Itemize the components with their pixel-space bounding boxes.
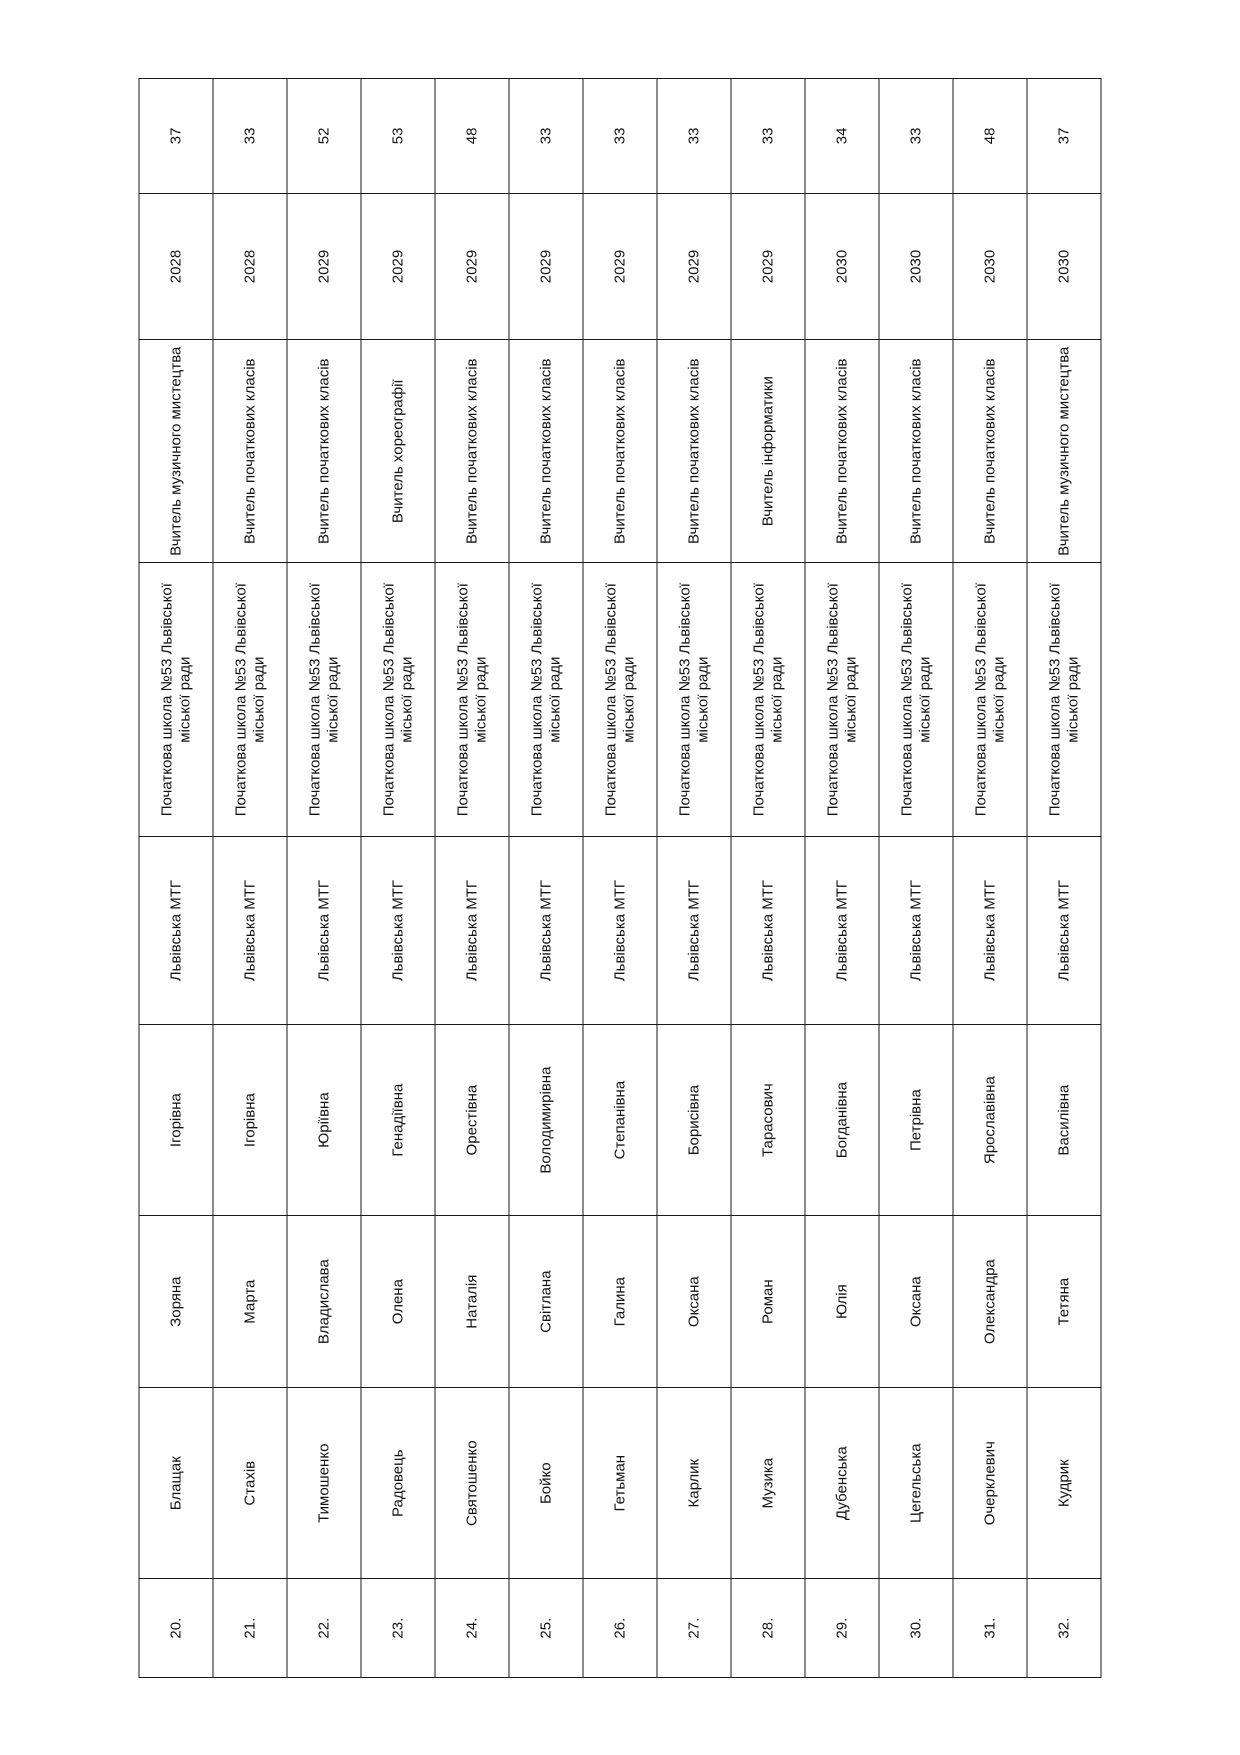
cell-num: 29. xyxy=(805,1578,879,1677)
cell-last-name: Очерклевич xyxy=(953,1387,1027,1578)
cell-year: 2029 xyxy=(435,193,509,340)
cell-school: Початкова школа №53 Львівської міської ради xyxy=(731,562,805,836)
cell-patronymic: Юріївна xyxy=(287,1024,361,1215)
cell-patronymic: Петрівна xyxy=(879,1024,953,1215)
cell-school: Початкова школа №53 Львівської міської ради xyxy=(139,562,213,836)
cell-hromada: Львівська МТГ xyxy=(213,836,287,1024)
cell-num: 31. xyxy=(953,1578,1027,1677)
cell-position: Вчитель початкових класів xyxy=(657,339,731,562)
cell-school: Початкова школа №53 Львівської міської ради xyxy=(1027,562,1101,836)
cell-year: 2029 xyxy=(657,193,731,340)
cell-num: 28. xyxy=(731,1578,805,1677)
cell-school: Початкова школа №53 Львівської міської ради xyxy=(287,562,361,836)
cell-hours: 33 xyxy=(731,78,805,193)
cell-first-name: Юлія xyxy=(805,1215,879,1387)
cell-hours: 53 xyxy=(361,78,435,193)
cell-school: Початкова школа №53 Львівської міської ради xyxy=(879,562,953,836)
cell-last-name: Кудрик xyxy=(1027,1387,1101,1578)
cell-first-name: Оксана xyxy=(657,1215,731,1387)
cell-position: Вчитель початкових класів xyxy=(287,339,361,562)
cell-hromada: Львівська МТГ xyxy=(435,836,509,1024)
cell-year: 2029 xyxy=(361,193,435,340)
cell-year: 2030 xyxy=(953,193,1027,340)
table-row xyxy=(657,78,731,1677)
cell-year: 2029 xyxy=(583,193,657,340)
cell-hours: 37 xyxy=(139,78,213,193)
cell-hours: 33 xyxy=(509,78,583,193)
cell-first-name: Тетяна xyxy=(1027,1215,1101,1387)
cell-position: Вчитель музичного мистецтва xyxy=(1027,339,1101,562)
cell-position: Вчитель початкових класів xyxy=(583,339,657,562)
cell-num: 24. xyxy=(435,1578,509,1677)
table-row xyxy=(361,78,435,1677)
cell-num: 30. xyxy=(879,1578,953,1677)
table-row xyxy=(583,78,657,1677)
table-row xyxy=(213,78,287,1677)
cell-year: 2029 xyxy=(731,193,805,340)
table-row xyxy=(731,78,805,1677)
cell-patronymic: Володимирівна xyxy=(509,1024,583,1215)
table-row xyxy=(139,78,213,1677)
cell-hours: 48 xyxy=(953,78,1027,193)
table-row xyxy=(805,78,879,1677)
cell-last-name: Цегельська xyxy=(879,1387,953,1578)
cell-last-name: Тимошенко xyxy=(287,1387,361,1578)
cell-hromada: Львівська МТГ xyxy=(805,836,879,1024)
cell-patronymic: Ігорівна xyxy=(139,1024,213,1215)
cell-position: Вчитель хореографії xyxy=(361,339,435,562)
cell-year: 2028 xyxy=(139,193,213,340)
cell-hromada: Львівська МТГ xyxy=(953,836,1027,1024)
cell-first-name: Зоряна xyxy=(139,1215,213,1387)
cell-hromada: Львівська МТГ xyxy=(657,836,731,1024)
cell-num: 25. xyxy=(509,1578,583,1677)
cell-hromada: Львівська МТГ xyxy=(361,836,435,1024)
cell-position: Вчитель початкових класів xyxy=(213,339,287,562)
cell-position: Вчитель початкових класів xyxy=(435,339,509,562)
cell-hromada: Львівська МТГ xyxy=(879,836,953,1024)
cell-hours: 48 xyxy=(435,78,509,193)
table-row xyxy=(1027,78,1101,1677)
cell-last-name: Блащак xyxy=(139,1387,213,1578)
cell-hours: 33 xyxy=(213,78,287,193)
cell-patronymic: Ігорівна xyxy=(213,1024,287,1215)
cell-hromada: Львівська МТГ xyxy=(139,836,213,1024)
cell-hromada: Львівська МТГ xyxy=(731,836,805,1024)
cell-patronymic: Тарасович xyxy=(731,1024,805,1215)
cell-num: 32. xyxy=(1027,1578,1101,1677)
cell-school: Початкова школа №53 Львівської міської ради xyxy=(657,562,731,836)
cell-first-name: Світлана xyxy=(509,1215,583,1387)
cell-last-name: Музика xyxy=(731,1387,805,1578)
cell-position: Вчитель інформатики xyxy=(731,339,805,562)
table-body xyxy=(139,78,1101,1677)
cell-num: 27. xyxy=(657,1578,731,1677)
cell-first-name: Марта xyxy=(213,1215,287,1387)
cell-position: Вчитель початкових класів xyxy=(879,339,953,562)
cell-hours: 33 xyxy=(583,78,657,193)
cell-first-name: Роман xyxy=(731,1215,805,1387)
cell-school: Початкова школа №53 Львівської міської ради xyxy=(583,562,657,836)
cell-hromada: Львівська МТГ xyxy=(287,836,361,1024)
cell-last-name: Гетьман xyxy=(583,1387,657,1578)
cell-patronymic: Орестівна xyxy=(435,1024,509,1215)
table-row xyxy=(879,78,953,1677)
cell-num: 26. xyxy=(583,1578,657,1677)
cell-first-name: Галина xyxy=(583,1215,657,1387)
cell-patronymic: Ярославівна xyxy=(953,1024,1027,1215)
cell-patronymic: Генадіївна xyxy=(361,1024,435,1215)
cell-num: 20. xyxy=(139,1578,213,1677)
registry-table xyxy=(139,78,1102,1678)
cell-school: Початкова школа №53 Львівської міської ради xyxy=(509,562,583,836)
cell-school: Початкова школа №53 Львівської міської ради xyxy=(805,562,879,836)
cell-first-name: Наталія xyxy=(435,1215,509,1387)
cell-position: Вчитель початкових класів xyxy=(805,339,879,562)
cell-year: 2030 xyxy=(879,193,953,340)
cell-num: 22. xyxy=(287,1578,361,1677)
cell-hours: 37 xyxy=(1027,78,1101,193)
cell-school: Початкова школа №53 Львівської міської ради xyxy=(435,562,509,836)
cell-last-name: Дубенська xyxy=(805,1387,879,1578)
cell-first-name: Олена xyxy=(361,1215,435,1387)
rotated-table-wrapper xyxy=(139,78,1102,1678)
cell-hours: 33 xyxy=(879,78,953,193)
cell-year: 2030 xyxy=(1027,193,1101,340)
table-row xyxy=(287,78,361,1677)
cell-last-name: Святошенко xyxy=(435,1387,509,1578)
cell-last-name: Бойко xyxy=(509,1387,583,1578)
cell-first-name: Владислава xyxy=(287,1215,361,1387)
cell-year: 2028 xyxy=(213,193,287,340)
cell-first-name: Олександра xyxy=(953,1215,1027,1387)
cell-year: 2030 xyxy=(805,193,879,340)
cell-hours: 33 xyxy=(657,78,731,193)
cell-year: 2029 xyxy=(509,193,583,340)
cell-last-name: Радовець xyxy=(361,1387,435,1578)
cell-school: Початкова школа №53 Львівської міської ради xyxy=(361,562,435,836)
cell-patronymic: Борисівна xyxy=(657,1024,731,1215)
table-row xyxy=(509,78,583,1677)
cell-patronymic: Богданівна xyxy=(805,1024,879,1215)
cell-last-name: Стахів xyxy=(213,1387,287,1578)
cell-num: 21. xyxy=(213,1578,287,1677)
cell-patronymic: Степанівна xyxy=(583,1024,657,1215)
cell-hromada: Львівська МТГ xyxy=(1027,836,1101,1024)
cell-patronymic: Василівна xyxy=(1027,1024,1101,1215)
cell-school: Початкова школа №53 Львівської міської ради xyxy=(953,562,1027,836)
cell-position: Вчитель початкових класів xyxy=(953,339,1027,562)
cell-hours: 34 xyxy=(805,78,879,193)
cell-school: Початкова школа №53 Львівської міської ради xyxy=(213,562,287,836)
cell-position: Вчитель музичного мистецтва xyxy=(139,339,213,562)
cell-num: 23. xyxy=(361,1578,435,1677)
cell-hromada: Львівська МТГ xyxy=(509,836,583,1024)
cell-year: 2029 xyxy=(287,193,361,340)
cell-hours: 52 xyxy=(287,78,361,193)
cell-position: Вчитель початкових класів xyxy=(509,339,583,562)
cell-first-name: Оксана xyxy=(879,1215,953,1387)
cell-hromada: Львівська МТГ xyxy=(583,836,657,1024)
table-row xyxy=(435,78,509,1677)
table-row xyxy=(953,78,1027,1677)
cell-last-name: Карлик xyxy=(657,1387,731,1578)
